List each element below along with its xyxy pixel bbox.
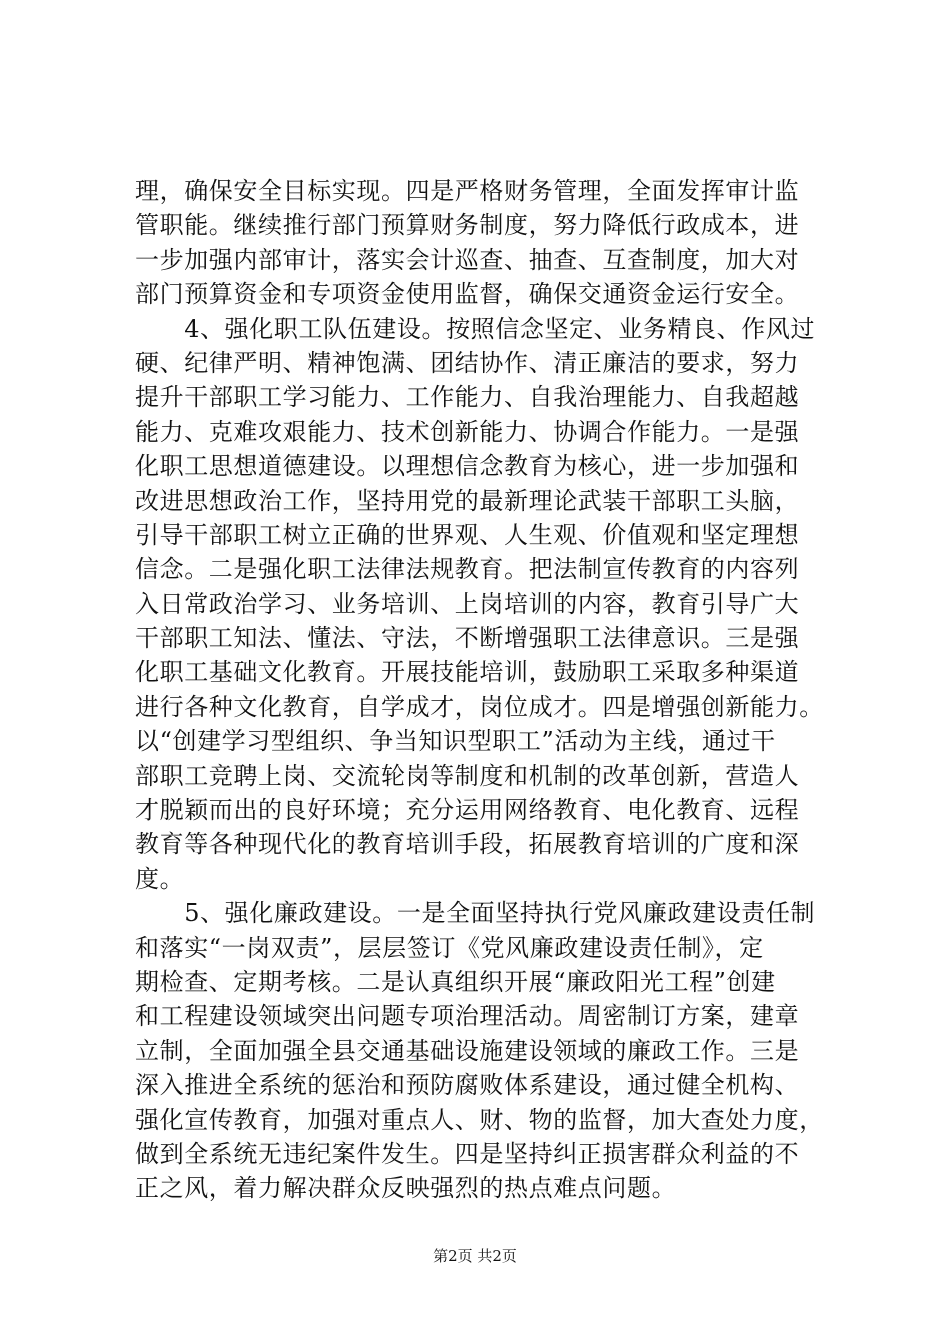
text-line: 期检查、定期考核。二是认真组织开展“廉政阳光工程”创建 bbox=[135, 967, 776, 996]
text-line: 部门预算资金和专项资金使用监督，确保交通资金运行安全。 bbox=[135, 280, 800, 309]
text-line: 提升干部职工学习能力、工作能力、自我治理能力、自我超越 bbox=[135, 383, 800, 412]
text-line: 化职工思想道德建设。以理想信念教育为核心，进一步加强和 bbox=[135, 452, 800, 481]
text-line: 度。 bbox=[135, 864, 185, 893]
text-line: 管职能。继续推行部门预算财务制度，努力降低行政成本，进 bbox=[135, 211, 800, 240]
page-number-footer: 第2页 共2页 bbox=[433, 1247, 517, 1265]
text-line: 改进思想政治工作，坚持用党的最新理论武装干部职工头脑， bbox=[135, 486, 800, 515]
text-line: 做到全系统无违纪案件发生。四是坚持纠正损害群众利益的不 bbox=[135, 1139, 800, 1168]
text-line: 引导干部职工树立正确的世界观、人生观、价值观和坚定理想 bbox=[135, 520, 800, 549]
text-line: 和工程建设领域突出问题专项治理活动。周密制订方案，建章 bbox=[135, 1002, 800, 1031]
text-line: 化职工基础文化教育。开展技能培训，鼓励职工采取多种渠道 bbox=[135, 658, 800, 687]
text-line: 深入推进全系统的惩治和预防腐败体系建设，通过健全机构、 bbox=[135, 1071, 800, 1100]
text-line: 进行各种文化教育，自学成才，岗位成才。四是增强创新能力。 bbox=[135, 692, 824, 721]
text-line: 硬、纪律严明、精神饱满、团结协作、清正廉洁的要求，努力 bbox=[135, 348, 800, 377]
text-line: 教育等各种现代化的教育培训手段，拓展教育培训的广度和深 bbox=[135, 830, 800, 859]
text-line: 理，确保安全目标实现。四是严格财务管理，全面发挥审计监 bbox=[135, 177, 800, 205]
text-line: 能力、克难攻艰能力、技术创新能力、协调合作能力。一是强 bbox=[135, 417, 800, 446]
text-line: 立制，全面加强全县交通基础设施建设领域的廉政工作。三是 bbox=[135, 1036, 800, 1065]
text-line: 一步加强内部审计，落实会计巡查、抽查、互查制度，加大对 bbox=[135, 245, 800, 274]
text-line: 以“创建学习型组织、争当知识型职工”活动为主线，通过干 bbox=[135, 727, 776, 756]
text-line: 5、强化廉政建设。一是全面坚持执行党风廉政建设责任制 bbox=[135, 899, 816, 928]
text-line: 强化宣传教育，加强对重点人、财、物的监督，加大查处力度， bbox=[135, 1105, 824, 1134]
document-body bbox=[135, 174, 855, 1206]
text-line: 部职工竞聘上岗、交流轮岗等制度和机制的改革创新，营造人 bbox=[135, 761, 800, 790]
text-line: 入日常政治学习、业务培训、上岗培训的内容，教育引导广大 bbox=[135, 589, 800, 618]
text-line: 信念。二是强化职工法律法规教育。把法制宣传教育的内容列 bbox=[135, 555, 800, 584]
text-line: 和落实“一岗双责”，层层签订《党风廉政建设责任制》，定 bbox=[135, 933, 764, 962]
text-line: 正之风，着力解决群众反映强烈的热点难点问题。 bbox=[135, 1174, 677, 1203]
text-line: 才脱颖而出的良好环境；充分运用网络教育、电化教育、远程 bbox=[135, 796, 800, 825]
text-line: 4、强化职工队伍建设。按照信念坚定、业务精良、作风过 bbox=[135, 314, 816, 343]
text-line: 干部职工知法、懂法、守法，不断增强职工法律意识。三是强 bbox=[135, 624, 800, 653]
